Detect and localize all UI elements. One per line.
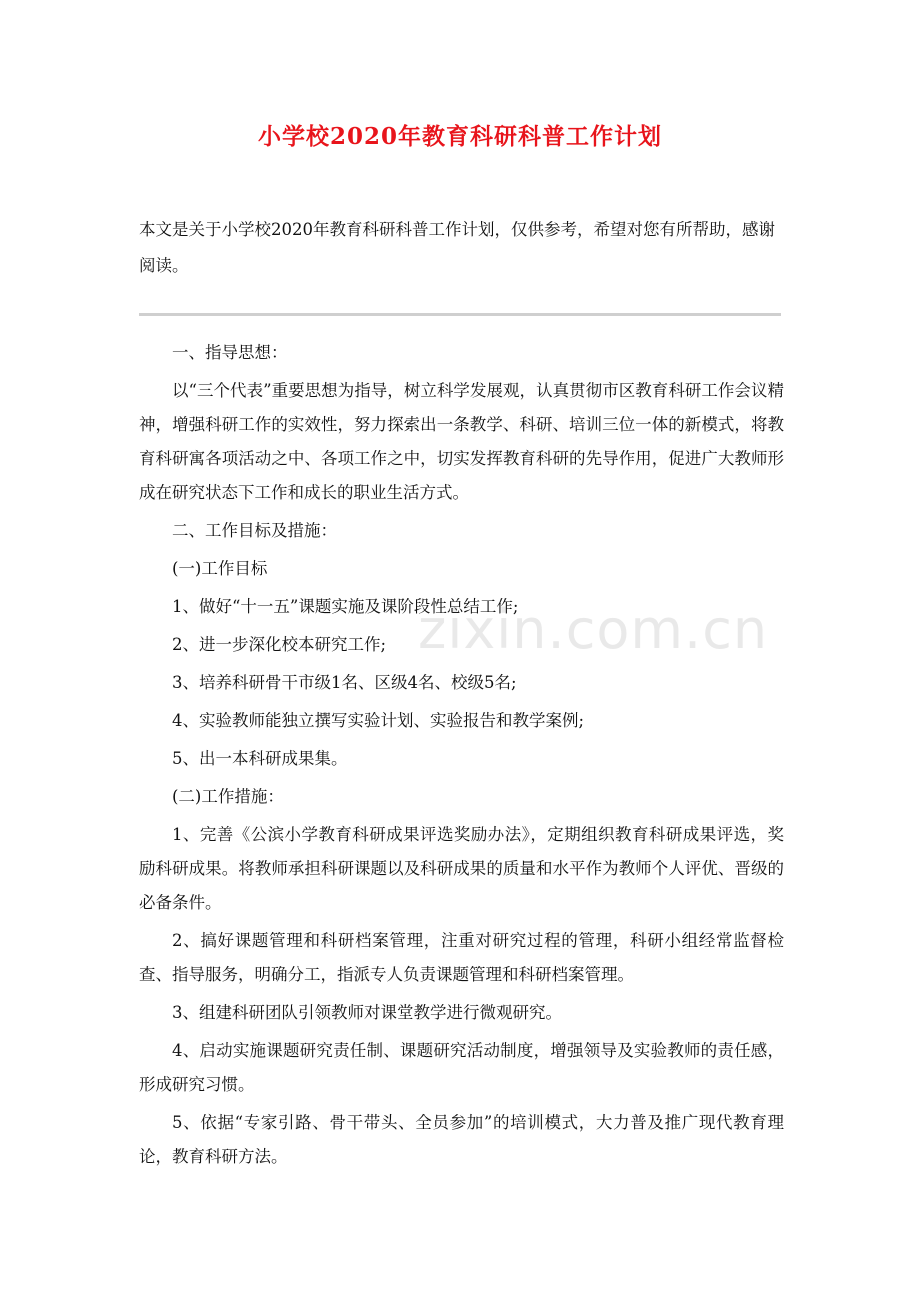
document-title: 小学校2020年教育科研科普工作计划 [257, 123, 662, 150]
body-paragraph: 1、完善《公滨小学教育科研成果评选奖励办法》，定期组织教育科研成果评选，奖励科研成果。将教师承担科研课题以及科研成果的质量和水平作为教师个人评优、晋级的必备条件。 [139, 825, 784, 912]
divider-line [139, 313, 781, 316]
body-paragraph: 4、启动实施课题研究责任制、课题研究活动制度，增强领导及实验教师的责任感，形成研究习惯。 [139, 1041, 784, 1094]
intro-paragraph: 本文是关于小学校2020年教育科研科普工作计划，仅供参考，希望对您有所帮助，感谢阅读。 [139, 220, 775, 275]
body-paragraph: 二、工作目标及措施： [172, 521, 337, 540]
body-paragraph: 2、搞好课题管理和科研档案管理，注重对研究过程的管理，科研小组经常监督检查、指导服务，明确分工，指派专人负责课题管理和科研档案管理。 [139, 931, 784, 984]
body-paragraph: 5、依据“专家引路、骨干带头、全员参加”的培训模式，大力普及推广现代教育理论，教育科研方法。 [139, 1113, 784, 1166]
body-paragraph: 2、进一步深化校本研究工作; [172, 635, 387, 654]
body-paragraph: (二)工作措施： [172, 787, 284, 806]
body-paragraph: 3、组建科研团队引领教师对课堂教学进行微观研究。 [172, 1003, 562, 1022]
watermark: zixin.com.cn [418, 598, 769, 661]
body-paragraph: 5、出一本科研成果集。 [172, 749, 348, 768]
body-paragraph: 3、培养科研骨干市级1名、区级4名、校级5名; [172, 673, 517, 692]
body-paragraph: 1、做好“十一五”课题实施及课阶段性总结工作; [172, 597, 519, 616]
body-paragraph: 以“三个代表”重要思想为指导，树立科学发展观，认真贯彻市区教育科研工作会议精神，增强科研工作的实效性，努力探索出一条教学、科研、培训三位一体的新模式，将教育科研寓各项活动之中、各项工作之中，切实发挥教育科研的先导作用，促进广大教师形成在研究状态下工作和成长的职业生活方式。 [139, 381, 784, 502]
document-body [139, 336, 784, 1178]
body-paragraph: (一)工作目标 [172, 559, 268, 578]
body-paragraph: 一、指导思想： [172, 343, 288, 362]
body-paragraph: 4、实验教师能独立撰写实验计划、实验报告和教学案例; [172, 711, 585, 730]
